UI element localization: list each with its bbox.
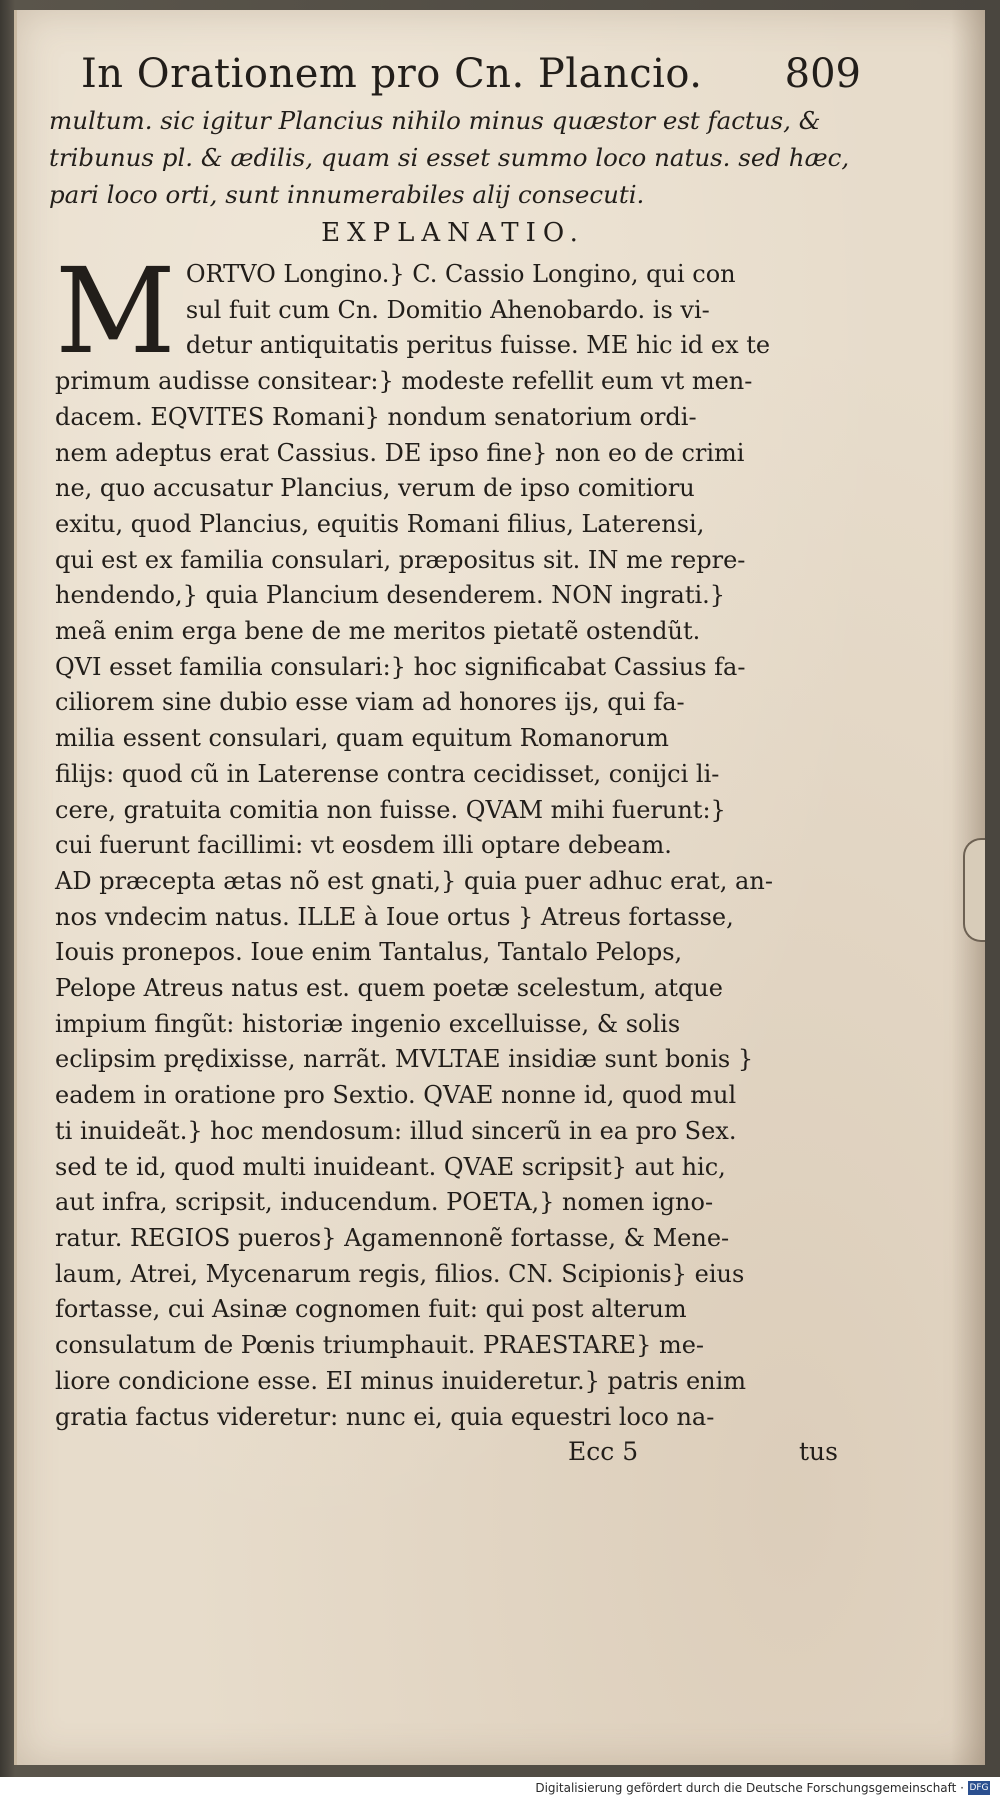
page-edge-tab xyxy=(963,838,985,942)
quoted-line: multum. sic igitur Plancius nihilo minus quæstor est factus, & xyxy=(49,106,821,135)
section-heading: EXPLANATIO. xyxy=(321,218,585,248)
running-header xyxy=(81,50,861,98)
running-title: In Orationem pro Cn. Plancio. xyxy=(81,51,703,97)
text-line: Pelope Atreus natus est. quem poetæ scelestum, atque xyxy=(55,974,723,1003)
text-line: AD præcepta ætas nõ est gnati,} quia puer adhuc erat, an- xyxy=(55,866,773,895)
quoted-line: pari loco orti, sunt innumerabiles alij consecuti. xyxy=(49,180,645,209)
text-line: primum audisse consitear:} modeste refellit eum vt men- xyxy=(55,367,753,396)
text-line: filijs: quod cũ in Laterense contra cecidisset, conijci li- xyxy=(55,759,720,788)
text-line: sed te id, quod multi inuideant. QVAE scripsit} aut hic, xyxy=(55,1152,726,1181)
text-line: fortasse, cui Asinæ cognomen fuit: qui post alterum xyxy=(55,1295,687,1324)
text-line: gratia factus videretur: nunc ei, quia equestri loco na- xyxy=(55,1402,715,1431)
text-line: qui est ex familia consulari, præpositus sit. IN me repre- xyxy=(55,545,746,574)
text-line: ti inuideãt.} hoc mendosum: illud sincerũ in ea pro Sex. xyxy=(55,1116,737,1145)
signature-mark: Ecc 5 xyxy=(568,1437,639,1467)
drop-cap: M xyxy=(55,242,176,380)
commentary-text xyxy=(55,242,863,1435)
text-line: impium fingũt: historiæ ingenio excelluisse, & solis xyxy=(55,1009,681,1038)
page-content xyxy=(43,50,863,1466)
text-line: sul fuit cum Cn. Domitio Ahenobardo. is vi- xyxy=(185,295,710,324)
page-footer xyxy=(568,1437,838,1466)
text-line: eclipsim prędixisse, narrãt. MVLTAE insidiæ sunt bonis } xyxy=(55,1045,754,1074)
text-line: nos vndecim natus. ILLE à Ioue ortus } Atreus fortasse, xyxy=(55,902,734,931)
book-page xyxy=(14,10,985,1765)
text-line: hendendo,} quia Plancium desenderem. NON ingrati.} xyxy=(55,581,726,610)
text-line: ratur. REGIOS pueros} Agamennonẽ fortasse, & Mene- xyxy=(55,1223,730,1252)
text-line: Iouis pronepos. Ioue enim Tantalus, Tantalo Pelops, xyxy=(55,938,683,967)
text-line: ORTVO Longino.} C. Cassio Longino, qui con xyxy=(185,260,736,288)
text-line: milia essent consulari, quam equitum Romanorum xyxy=(55,724,669,753)
text-line: dacem. EQVITES Romani} nondum senatorium ordi- xyxy=(55,402,697,431)
text-line: ciliorem sine dubio esse viam ad honores ijs, qui fa- xyxy=(55,688,685,717)
digitization-credit: Digitalisierung gefördert durch die Deutsche Forschungsgemeinschaft · xyxy=(535,1781,964,1795)
text-line: exitu, quod Plancius, equitis Romani filius, Laterensi, xyxy=(55,509,705,538)
text-line: liore condicione esse. EI minus inuideretur.} patris enim xyxy=(55,1366,747,1395)
text-line: aut infra, scripsit, inducendum. POETA,} nomen igno- xyxy=(55,1188,714,1217)
text-line: ne, quo accusatur Plancius, verum de ipso comitioru xyxy=(55,474,695,503)
quoted-passage xyxy=(49,102,863,213)
text-line: nem adeptus erat Cassius. DE ipso fine} non eo de crimi xyxy=(55,438,745,467)
text-line: eadem in oratione pro Sextio. QVAE nonne id, quod mul xyxy=(55,1081,737,1110)
text-line: cere, gratuita comitia non fuisse. QVAM mihi fuerunt:} xyxy=(55,795,726,824)
catchword: tus xyxy=(799,1437,838,1467)
dfg-logo: DFG xyxy=(969,1783,989,1793)
text-line: QVI esset familia consulari:} hoc significabat Cassius fa- xyxy=(55,652,746,681)
quoted-line: tribunus pl. & ædilis, quam si esset summo loco natus. sed hæc, xyxy=(49,143,850,172)
text-line: consulatum de Pœnis triumphauit. PRAESTARE} me- xyxy=(55,1331,705,1360)
page-number: 809 xyxy=(784,51,861,97)
text-line: cui fuerunt facillimi: vt eosdem illi optare debeam. xyxy=(55,831,672,860)
text-line: laum, Atrei, Mycenarum regis, filios. CN. Scipionis} eius xyxy=(55,1259,745,1288)
text-line: detur antiquitatis peritus fuisse. ME hic id ex te xyxy=(185,331,771,360)
text-line: meã enim erga bene de me meritos pietatẽ ostendũt. xyxy=(55,617,701,646)
